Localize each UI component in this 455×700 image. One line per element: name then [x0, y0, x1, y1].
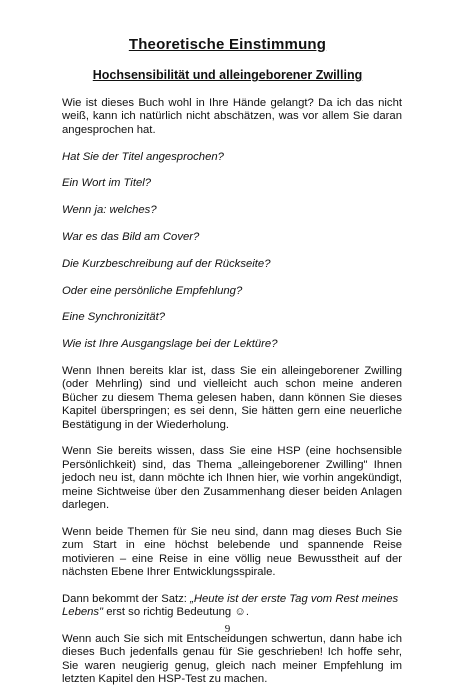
paragraph-intro: Wie ist dieses Buch wohl in Ihre Hände gelangt? Da ich das nicht weiß, kann ich natürlich nicht abschätzen, was vor allem Sie daran angesprochen hat.: [62, 97, 402, 136]
paragraph-decisions: Wenn auch Sie sich mit Entscheidungen schwertun, dann habe ich dieses Buch jedenfalls genau für Sie geschrieben! Ich hoffe sehr, Sie waren neugierig genug, gleich nach meiner Empfehlung im letzten Kapitel den HSP-Test zu machen.: [62, 633, 402, 686]
page-number: 9: [224, 623, 231, 635]
paragraph-question: Wie ist Ihre Ausgangslage bei der Lektüre?: [62, 338, 278, 351]
paragraph-twin: Wenn Ihnen bereits klar ist, dass Sie ein alleingeborener Zwilling (oder Mehrling) sind und vielleicht auch schon meine anderen Bücher zu diesem Thema gelesen haben, dann können Sie dieses Kapitel überspringen; es sei denn, Sie hätten gern eine neuerliche Bestätigung in der Wiederholung.: [62, 364, 402, 431]
question-list: [62, 151, 402, 325]
question-line: Ein Wort im Titel?: [62, 177, 152, 190]
body-text: [62, 97, 402, 700]
question-line: War es das Bild am Cover?: [62, 231, 200, 243]
question-line: Eine Synchronizität?: [62, 311, 165, 324]
paragraph-quote: [62, 593, 402, 620]
quote-text: „Heute ist der erste Tag vom Rest meines Lebens": [62, 592, 399, 619]
section-subtitle: Hochsensibilität und alleingeborener Zwilling: [92, 68, 363, 82]
question-line: Die Kurzbeschreibung auf der Rückseite?: [62, 257, 271, 270]
question-line: Oder eine persönliche Empfehlung?: [62, 284, 243, 297]
question-line: Wenn ja: welches?: [62, 204, 157, 217]
paragraph-hsp: Wenn Sie bereits wissen, dass Sie eine HSP (eine hochsensible Persönlichkeit) sind, das Thema „alleingeborener Zwilling" Ihnen jedoch neu ist, dann möchte ich Ihnen hier, wie vorhin angekündigt, meine Sichtweise über den Zusammenhang dieser beiden Anlagen darlegen.: [62, 445, 402, 512]
chapter-title: Theoretische Einstimmung: [128, 36, 327, 53]
question-line: Hat Sie der Titel angesprochen?: [62, 150, 224, 163]
quote-suffix: erst so richtig Bedeutung ☺.: [103, 606, 249, 619]
paragraph-new-topics: Wenn beide Themen für Sie neu sind, dann mag dieses Buch Sie zum Start in eine höchst belebende und spannende Reise motivieren – eine Reise in eine völlig neue Bewusstheit auf der nächsten Ebene Ihrer Entwicklungsspirale.: [62, 525, 402, 579]
quote-prefix: Dann bekommt der Satz:: [62, 592, 191, 605]
